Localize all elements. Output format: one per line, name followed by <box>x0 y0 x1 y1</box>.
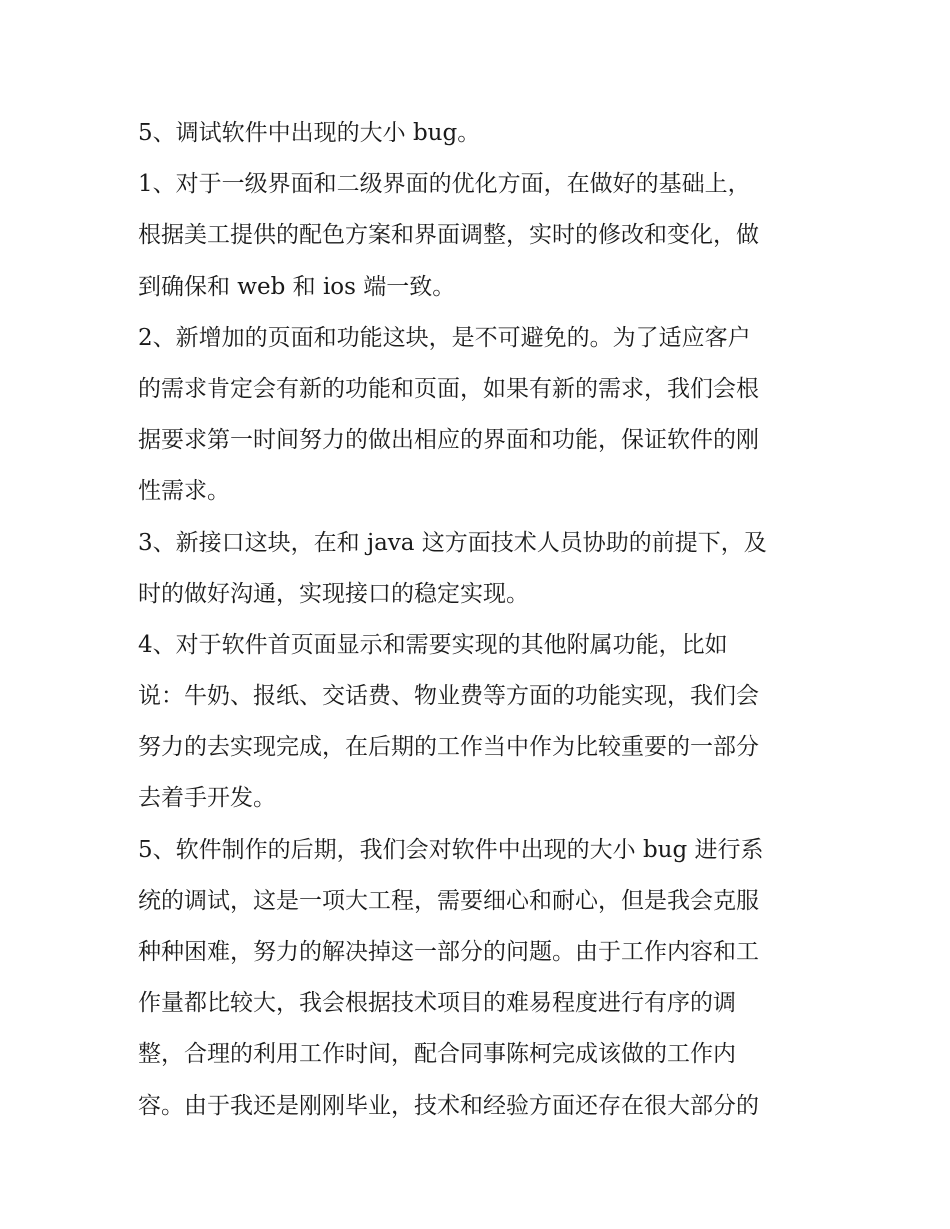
text-line: 4、对于软件首页面显示和需要实现的其他附属功能，比如 <box>138 631 728 658</box>
text-line: 种种困难，努力的解决掉这一部分的问题。由于工作内容和工 <box>138 939 759 965</box>
text-line: 整，合理的利用工作时间，配合同事陈柯完成该做的工作内 <box>138 1041 736 1068</box>
text-line: 2、新增加的页面和功能这块，是不可避免的。为了适应客户 <box>138 324 751 351</box>
text-line: 到确保和 web 和 ios 端一致。 <box>138 273 456 300</box>
text-line: 性需求。 <box>138 478 230 505</box>
text-line: 3、新接口这块，在和 java 这方面技术人员协助的前提下，及 <box>138 529 767 556</box>
text-line: 说：牛奶、报纸、交话费、物业费等方面的功能实现，我们会 <box>138 683 759 710</box>
text-line: 时的做好沟通，实现接口的稳定实现。 <box>138 580 529 607</box>
text-line: 5、调试软件中出现的大小 bug。 <box>138 120 481 146</box>
text-line: 作量都比较大，我会根据技术项目的难易程度进行有序的调 <box>138 990 736 1017</box>
text-line: 的需求肯定会有新的功能和页面，如果有新的需求，我们会根 <box>138 375 759 402</box>
text-line: 努力的去实现完成，在后期的工作当中作为比较重要的一部分 <box>138 734 759 761</box>
text-line: 5、软件制作的后期，我们会对软件中出现的大小 bug 进行系 <box>138 836 764 863</box>
document-body <box>138 108 818 1132</box>
text-line: 据要求第一时间努力的做出相应的界面和功能，保证软件的刚 <box>138 427 759 454</box>
text-line: 1、对于一级界面和二级界面的优化方面，在做好的基础上， <box>138 171 751 198</box>
text-line: 统的调试，这是一项大工程，需要细心和耐心，但是我会克服 <box>138 887 759 914</box>
text-line: 容。由于我还是刚刚毕业，技术和经验方面还存在很大部分的 <box>138 1092 759 1119</box>
text-line: 根据美工提供的配色方案和界面调整，实时的修改和变化，做 <box>138 222 759 249</box>
text-line: 去着手开发。 <box>138 785 276 812</box>
